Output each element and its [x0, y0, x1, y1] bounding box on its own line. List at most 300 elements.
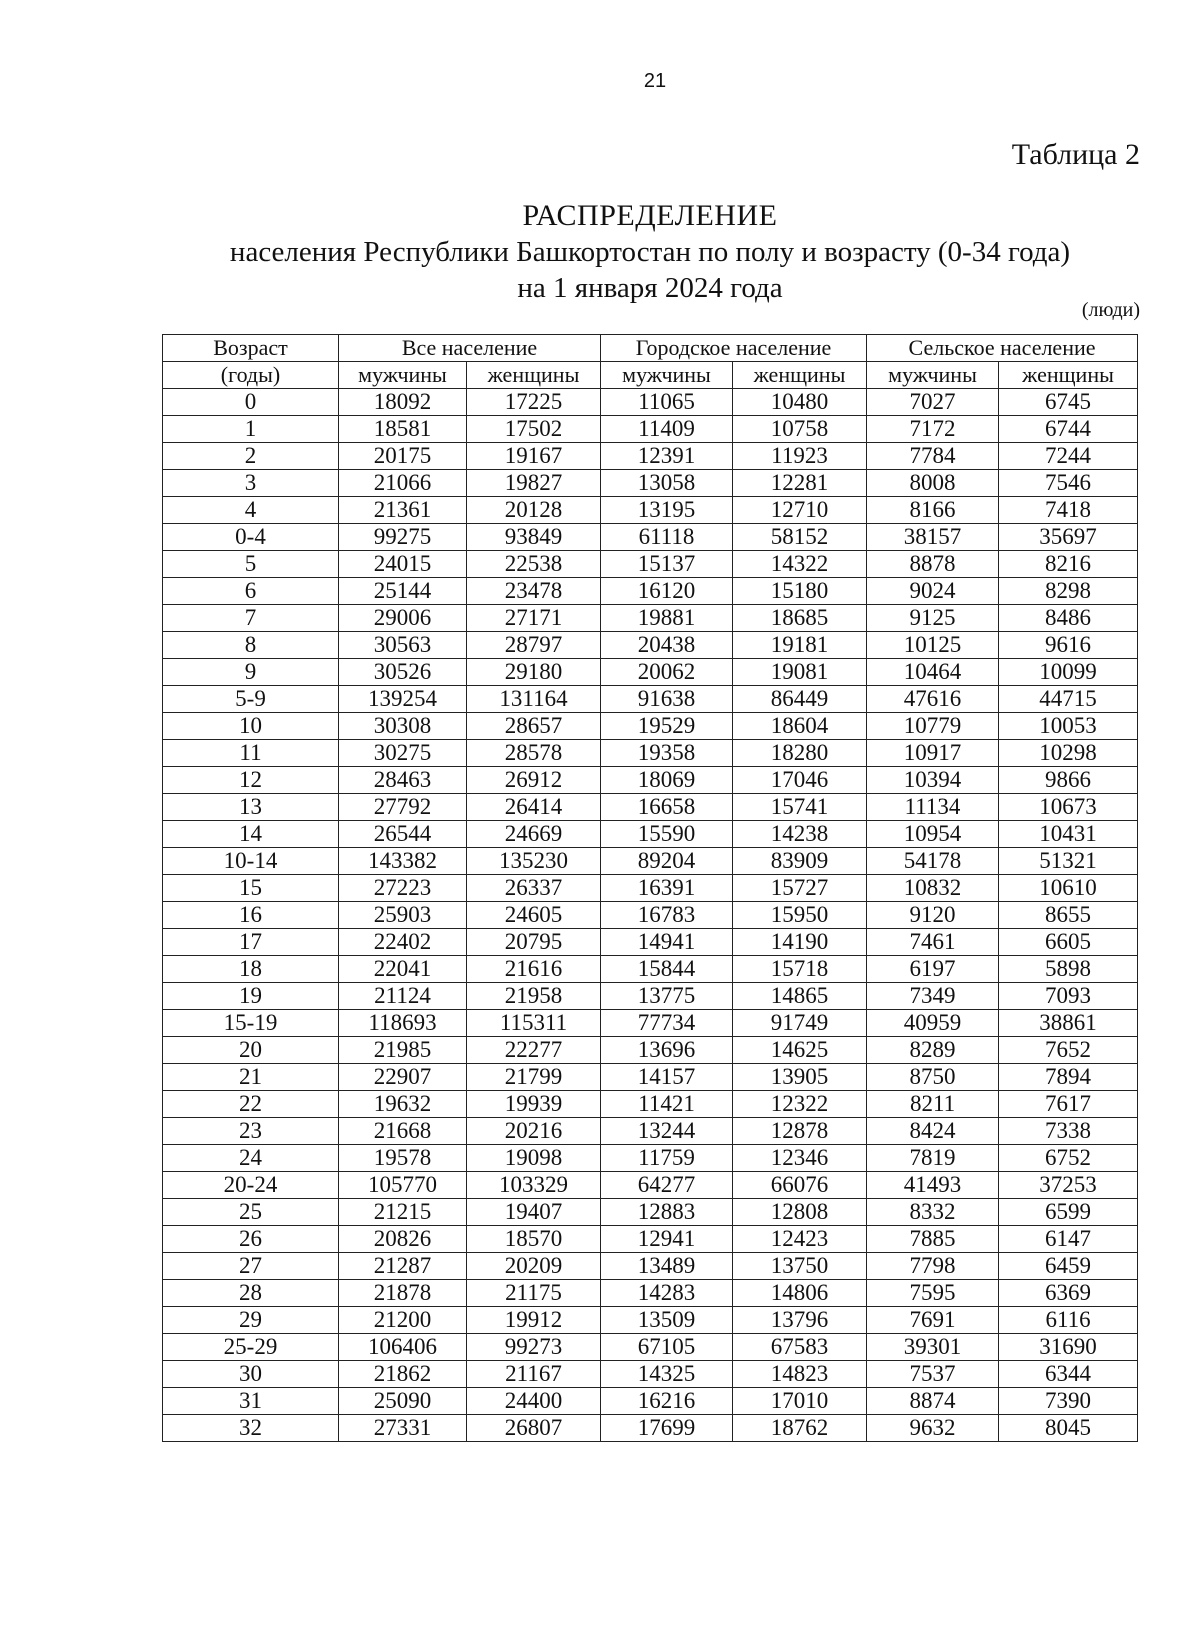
cell-age: 0-4	[163, 524, 339, 551]
cell-all-women: 29180	[467, 659, 601, 686]
cell-urban-men: 13058	[601, 470, 733, 497]
cell-all-men: 22402	[339, 929, 467, 956]
table-row	[163, 524, 1138, 551]
cell-all-women: 21616	[467, 956, 601, 983]
cell-all-men: 99275	[339, 524, 467, 551]
cell-rural-women: 10431	[999, 821, 1138, 848]
cell-all-men: 21862	[339, 1361, 467, 1388]
cell-rural-men: 8008	[867, 470, 999, 497]
cell-age: 8	[163, 632, 339, 659]
cell-rural-women: 10053	[999, 713, 1138, 740]
cell-urban-men: 14157	[601, 1064, 733, 1091]
cell-rural-women: 8298	[999, 578, 1138, 605]
cell-urban-women: 18685	[733, 605, 867, 632]
cell-rural-women: 7894	[999, 1064, 1138, 1091]
cell-rural-women: 6744	[999, 416, 1138, 443]
cell-age: 0	[163, 389, 339, 416]
cell-all-women: 19912	[467, 1307, 601, 1334]
cell-urban-men: 16216	[601, 1388, 733, 1415]
cell-urban-women: 17010	[733, 1388, 867, 1415]
cell-all-women: 26807	[467, 1415, 601, 1442]
cell-rural-women: 7093	[999, 983, 1138, 1010]
cell-all-men: 21066	[339, 470, 467, 497]
header-age-line2: (годы)	[163, 362, 339, 389]
table-row	[163, 1361, 1138, 1388]
table-row	[163, 1064, 1138, 1091]
cell-all-men: 21124	[339, 983, 467, 1010]
cell-rural-women: 8216	[999, 551, 1138, 578]
table-row	[163, 929, 1138, 956]
cell-age: 25	[163, 1199, 339, 1226]
cell-all-women: 17225	[467, 389, 601, 416]
cell-urban-men: 13509	[601, 1307, 733, 1334]
cell-urban-women: 14190	[733, 929, 867, 956]
cell-rural-men: 8878	[867, 551, 999, 578]
cell-rural-men: 8332	[867, 1199, 999, 1226]
cell-all-men: 22041	[339, 956, 467, 983]
cell-rural-men: 10832	[867, 875, 999, 902]
cell-rural-women: 6147	[999, 1226, 1138, 1253]
cell-rural-women: 6752	[999, 1145, 1138, 1172]
cell-urban-men: 20438	[601, 632, 733, 659]
cell-urban-women: 12281	[733, 470, 867, 497]
cell-urban-men: 14325	[601, 1361, 733, 1388]
cell-urban-women: 13796	[733, 1307, 867, 1334]
table-row	[163, 1037, 1138, 1064]
cell-urban-women: 12423	[733, 1226, 867, 1253]
cell-rural-men: 9120	[867, 902, 999, 929]
cell-urban-women: 66076	[733, 1172, 867, 1199]
table-row	[163, 1415, 1138, 1442]
cell-urban-men: 61118	[601, 524, 733, 551]
cell-age: 9	[163, 659, 339, 686]
cell-age: 10-14	[163, 848, 339, 875]
table-row	[163, 416, 1138, 443]
cell-all-women: 20216	[467, 1118, 601, 1145]
cell-rural-men: 8750	[867, 1064, 999, 1091]
table-row	[163, 659, 1138, 686]
cell-all-men: 21287	[339, 1253, 467, 1280]
cell-rural-men: 38157	[867, 524, 999, 551]
cell-urban-women: 12878	[733, 1118, 867, 1145]
cell-all-women: 21958	[467, 983, 601, 1010]
cell-all-men: 25903	[339, 902, 467, 929]
cell-age: 11	[163, 740, 339, 767]
cell-all-women: 19098	[467, 1145, 601, 1172]
table-row	[163, 1172, 1138, 1199]
cell-urban-women: 10758	[733, 416, 867, 443]
cell-all-men: 27223	[339, 875, 467, 902]
cell-rural-women: 7418	[999, 497, 1138, 524]
cell-urban-women: 19181	[733, 632, 867, 659]
cell-urban-men: 13244	[601, 1118, 733, 1145]
cell-age: 24	[163, 1145, 339, 1172]
cell-rural-men: 7595	[867, 1280, 999, 1307]
cell-rural-men: 10779	[867, 713, 999, 740]
cell-urban-men: 15844	[601, 956, 733, 983]
cell-all-women: 28657	[467, 713, 601, 740]
title-block	[150, 198, 1150, 306]
table-row	[163, 1199, 1138, 1226]
cell-rural-women: 6369	[999, 1280, 1138, 1307]
cell-urban-men: 13775	[601, 983, 733, 1010]
table-row	[163, 1118, 1138, 1145]
cell-all-men: 20175	[339, 443, 467, 470]
cell-rural-women: 5898	[999, 956, 1138, 983]
cell-all-men: 143382	[339, 848, 467, 875]
cell-urban-men: 11421	[601, 1091, 733, 1118]
table-row	[163, 1307, 1138, 1334]
cell-age: 26	[163, 1226, 339, 1253]
cell-urban-men: 18069	[601, 767, 733, 794]
cell-urban-women: 15741	[733, 794, 867, 821]
table-row	[163, 389, 1138, 416]
header-rural-women: женщины	[999, 362, 1138, 389]
cell-all-men: 28463	[339, 767, 467, 794]
cell-urban-men: 16391	[601, 875, 733, 902]
cell-all-women: 103329	[467, 1172, 601, 1199]
cell-all-men: 27792	[339, 794, 467, 821]
cell-rural-women: 8045	[999, 1415, 1138, 1442]
table-row	[163, 1388, 1138, 1415]
cell-age: 14	[163, 821, 339, 848]
cell-rural-men: 10464	[867, 659, 999, 686]
cell-urban-women: 15950	[733, 902, 867, 929]
cell-urban-women: 10480	[733, 389, 867, 416]
cell-rural-women: 44715	[999, 686, 1138, 713]
table-row	[163, 551, 1138, 578]
cell-all-women: 24400	[467, 1388, 601, 1415]
cell-urban-women: 15180	[733, 578, 867, 605]
population-table	[162, 334, 1138, 1442]
table-row	[163, 443, 1138, 470]
table-row	[163, 497, 1138, 524]
header-rural-men: мужчины	[867, 362, 999, 389]
cell-all-women: 21175	[467, 1280, 601, 1307]
cell-urban-men: 11065	[601, 389, 733, 416]
cell-urban-men: 19529	[601, 713, 733, 740]
table-label: Таблица 2	[1011, 138, 1140, 171]
header-urban-women: женщины	[733, 362, 867, 389]
cell-rural-women: 7338	[999, 1118, 1138, 1145]
cell-urban-men: 91638	[601, 686, 733, 713]
cell-age: 10	[163, 713, 339, 740]
document-title: РАСПРЕДЕЛЕНИЕ	[522, 199, 778, 232]
cell-rural-men: 10917	[867, 740, 999, 767]
page-number: 21	[643, 70, 667, 92]
cell-urban-women: 12322	[733, 1091, 867, 1118]
cell-urban-women: 14625	[733, 1037, 867, 1064]
cell-urban-women: 58152	[733, 524, 867, 551]
cell-urban-men: 12941	[601, 1226, 733, 1253]
cell-urban-women: 83909	[733, 848, 867, 875]
cell-all-women: 26414	[467, 794, 601, 821]
cell-age: 13	[163, 794, 339, 821]
cell-age: 21	[163, 1064, 339, 1091]
cell-rural-men: 7027	[867, 389, 999, 416]
cell-rural-men: 8874	[867, 1388, 999, 1415]
table-row	[163, 470, 1138, 497]
cell-rural-women: 6344	[999, 1361, 1138, 1388]
cell-rural-women: 6745	[999, 389, 1138, 416]
header-group-urban: Городское население	[601, 335, 867, 362]
table-row	[163, 821, 1138, 848]
cell-age: 25-29	[163, 1334, 339, 1361]
cell-all-women: 28578	[467, 740, 601, 767]
cell-urban-men: 17699	[601, 1415, 733, 1442]
cell-all-women: 135230	[467, 848, 601, 875]
cell-urban-men: 15137	[601, 551, 733, 578]
cell-rural-women: 38861	[999, 1010, 1138, 1037]
cell-urban-men: 16783	[601, 902, 733, 929]
cell-all-men: 29006	[339, 605, 467, 632]
cell-all-women: 20795	[467, 929, 601, 956]
table-row	[163, 1010, 1138, 1037]
cell-urban-women: 11923	[733, 443, 867, 470]
cell-all-men: 21200	[339, 1307, 467, 1334]
cell-urban-men: 13696	[601, 1037, 733, 1064]
cell-rural-men: 7885	[867, 1226, 999, 1253]
cell-rural-women: 8486	[999, 605, 1138, 632]
cell-urban-men: 16658	[601, 794, 733, 821]
cell-age: 20	[163, 1037, 339, 1064]
cell-rural-men: 47616	[867, 686, 999, 713]
table-row	[163, 1145, 1138, 1172]
header-group-rural: Сельское население	[867, 335, 1138, 362]
cell-all-men: 18092	[339, 389, 467, 416]
cell-urban-men: 13195	[601, 497, 733, 524]
cell-all-women: 19167	[467, 443, 601, 470]
cell-rural-men: 39301	[867, 1334, 999, 1361]
cell-urban-men: 14283	[601, 1280, 733, 1307]
cell-rural-men: 9024	[867, 578, 999, 605]
cell-rural-women: 9616	[999, 632, 1138, 659]
cell-all-women: 22277	[467, 1037, 601, 1064]
table-row	[163, 794, 1138, 821]
cell-urban-men: 16120	[601, 578, 733, 605]
cell-age: 3	[163, 470, 339, 497]
table-row	[163, 767, 1138, 794]
cell-rural-women: 35697	[999, 524, 1138, 551]
cell-rural-women: 31690	[999, 1334, 1138, 1361]
cell-urban-men: 11409	[601, 416, 733, 443]
cell-all-women: 24669	[467, 821, 601, 848]
cell-rural-women: 7546	[999, 470, 1138, 497]
cell-all-men: 19578	[339, 1145, 467, 1172]
cell-urban-women: 13905	[733, 1064, 867, 1091]
cell-rural-men: 10954	[867, 821, 999, 848]
cell-urban-men: 11759	[601, 1145, 733, 1172]
table-row	[163, 902, 1138, 929]
cell-all-men: 139254	[339, 686, 467, 713]
cell-all-men: 30563	[339, 632, 467, 659]
cell-all-women: 19939	[467, 1091, 601, 1118]
cell-all-men: 25144	[339, 578, 467, 605]
cell-rural-men: 7784	[867, 443, 999, 470]
cell-urban-women: 12710	[733, 497, 867, 524]
cell-rural-men: 10394	[867, 767, 999, 794]
cell-rural-men: 9125	[867, 605, 999, 632]
cell-all-men: 106406	[339, 1334, 467, 1361]
cell-age: 5	[163, 551, 339, 578]
cell-urban-women: 18604	[733, 713, 867, 740]
cell-rural-men: 6197	[867, 956, 999, 983]
cell-all-women: 24605	[467, 902, 601, 929]
cell-all-women: 19827	[467, 470, 601, 497]
header-age-line1: Возраст	[163, 335, 339, 362]
document-subtitle-line1: населения Республики Башкортостан по полу и возрасту (0-34 года)	[229, 236, 1071, 268]
cell-urban-women: 17046	[733, 767, 867, 794]
cell-urban-women: 19081	[733, 659, 867, 686]
cell-age: 23	[163, 1118, 339, 1145]
cell-all-men: 30275	[339, 740, 467, 767]
cell-all-men: 105770	[339, 1172, 467, 1199]
cell-urban-men: 20062	[601, 659, 733, 686]
cell-urban-men: 14941	[601, 929, 733, 956]
table-row	[163, 605, 1138, 632]
cell-rural-women: 6459	[999, 1253, 1138, 1280]
cell-urban-women: 18280	[733, 740, 867, 767]
cell-rural-men: 7172	[867, 416, 999, 443]
cell-urban-men: 15590	[601, 821, 733, 848]
cell-urban-women: 14806	[733, 1280, 867, 1307]
cell-all-men: 20826	[339, 1226, 467, 1253]
cell-rural-men: 7537	[867, 1361, 999, 1388]
cell-urban-men: 19358	[601, 740, 733, 767]
cell-all-men: 26544	[339, 821, 467, 848]
cell-rural-men: 54178	[867, 848, 999, 875]
cell-urban-women: 14865	[733, 983, 867, 1010]
cell-all-women: 99273	[467, 1334, 601, 1361]
cell-rural-men: 40959	[867, 1010, 999, 1037]
table-row	[163, 1334, 1138, 1361]
cell-all-women: 22538	[467, 551, 601, 578]
cell-age: 1	[163, 416, 339, 443]
cell-urban-women: 12808	[733, 1199, 867, 1226]
table-row	[163, 848, 1138, 875]
header-all-men: мужчины	[339, 362, 467, 389]
cell-rural-women: 10298	[999, 740, 1138, 767]
cell-urban-women: 15727	[733, 875, 867, 902]
cell-all-women: 21167	[467, 1361, 601, 1388]
units-note: (люди)	[1081, 299, 1140, 321]
cell-age: 2	[163, 443, 339, 470]
cell-urban-women: 86449	[733, 686, 867, 713]
cell-all-men: 19632	[339, 1091, 467, 1118]
table-row	[163, 1091, 1138, 1118]
cell-rural-women: 8655	[999, 902, 1138, 929]
header-group-all: Все население	[339, 335, 601, 362]
cell-age: 15	[163, 875, 339, 902]
cell-age: 5-9	[163, 686, 339, 713]
cell-urban-women: 91749	[733, 1010, 867, 1037]
cell-all-men: 30308	[339, 713, 467, 740]
cell-age: 17	[163, 929, 339, 956]
cell-rural-women: 6116	[999, 1307, 1138, 1334]
cell-age: 20-24	[163, 1172, 339, 1199]
cell-all-women: 19407	[467, 1199, 601, 1226]
cell-urban-men: 12883	[601, 1199, 733, 1226]
cell-urban-women: 18762	[733, 1415, 867, 1442]
cell-rural-women: 7390	[999, 1388, 1138, 1415]
cell-all-women: 18570	[467, 1226, 601, 1253]
cell-all-men: 21668	[339, 1118, 467, 1145]
cell-rural-men: 41493	[867, 1172, 999, 1199]
table-row	[163, 1280, 1138, 1307]
cell-urban-women: 12346	[733, 1145, 867, 1172]
cell-all-women: 115311	[467, 1010, 601, 1037]
cell-rural-men: 9632	[867, 1415, 999, 1442]
cell-urban-women: 14238	[733, 821, 867, 848]
cell-all-men: 24015	[339, 551, 467, 578]
cell-all-women: 20128	[467, 497, 601, 524]
cell-age: 30	[163, 1361, 339, 1388]
cell-all-women: 93849	[467, 524, 601, 551]
cell-urban-men: 13489	[601, 1253, 733, 1280]
document-subtitle-line2: на 1 января 2024 года	[517, 272, 783, 304]
cell-all-women: 27171	[467, 605, 601, 632]
cell-urban-women: 67583	[733, 1334, 867, 1361]
cell-rural-women: 7652	[999, 1037, 1138, 1064]
cell-age: 29	[163, 1307, 339, 1334]
cell-rural-women: 10673	[999, 794, 1138, 821]
table-row	[163, 875, 1138, 902]
cell-all-men: 18581	[339, 416, 467, 443]
cell-age: 27	[163, 1253, 339, 1280]
cell-rural-women: 10610	[999, 875, 1138, 902]
cell-all-men: 27331	[339, 1415, 467, 1442]
cell-all-women: 28797	[467, 632, 601, 659]
table-row	[163, 1226, 1138, 1253]
cell-all-men: 25090	[339, 1388, 467, 1415]
cell-rural-men: 8166	[867, 497, 999, 524]
header-urban-men: мужчины	[601, 362, 733, 389]
cell-rural-women: 51321	[999, 848, 1138, 875]
cell-age: 32	[163, 1415, 339, 1442]
cell-age: 6	[163, 578, 339, 605]
cell-age: 15-19	[163, 1010, 339, 1037]
cell-urban-women: 15718	[733, 956, 867, 983]
cell-all-men: 30526	[339, 659, 467, 686]
cell-rural-women: 6605	[999, 929, 1138, 956]
cell-urban-women: 14322	[733, 551, 867, 578]
cell-rural-men: 7798	[867, 1253, 999, 1280]
cell-all-men: 22907	[339, 1064, 467, 1091]
cell-rural-women: 7617	[999, 1091, 1138, 1118]
cell-age: 7	[163, 605, 339, 632]
table-row	[163, 983, 1138, 1010]
cell-rural-men: 8424	[867, 1118, 999, 1145]
cell-urban-women: 13750	[733, 1253, 867, 1280]
cell-urban-men: 19881	[601, 605, 733, 632]
cell-all-men: 21878	[339, 1280, 467, 1307]
cell-urban-men: 67105	[601, 1334, 733, 1361]
cell-all-men: 21215	[339, 1199, 467, 1226]
table-row	[163, 1253, 1138, 1280]
cell-age: 31	[163, 1388, 339, 1415]
cell-rural-women: 37253	[999, 1172, 1138, 1199]
table-header	[163, 335, 1138, 389]
table-row	[163, 632, 1138, 659]
cell-all-women: 26337	[467, 875, 601, 902]
table-row	[163, 578, 1138, 605]
cell-urban-men: 89204	[601, 848, 733, 875]
header-all-women: женщины	[467, 362, 601, 389]
cell-rural-women: 10099	[999, 659, 1138, 686]
table-row	[163, 956, 1138, 983]
cell-age: 18	[163, 956, 339, 983]
cell-all-women: 26912	[467, 767, 601, 794]
